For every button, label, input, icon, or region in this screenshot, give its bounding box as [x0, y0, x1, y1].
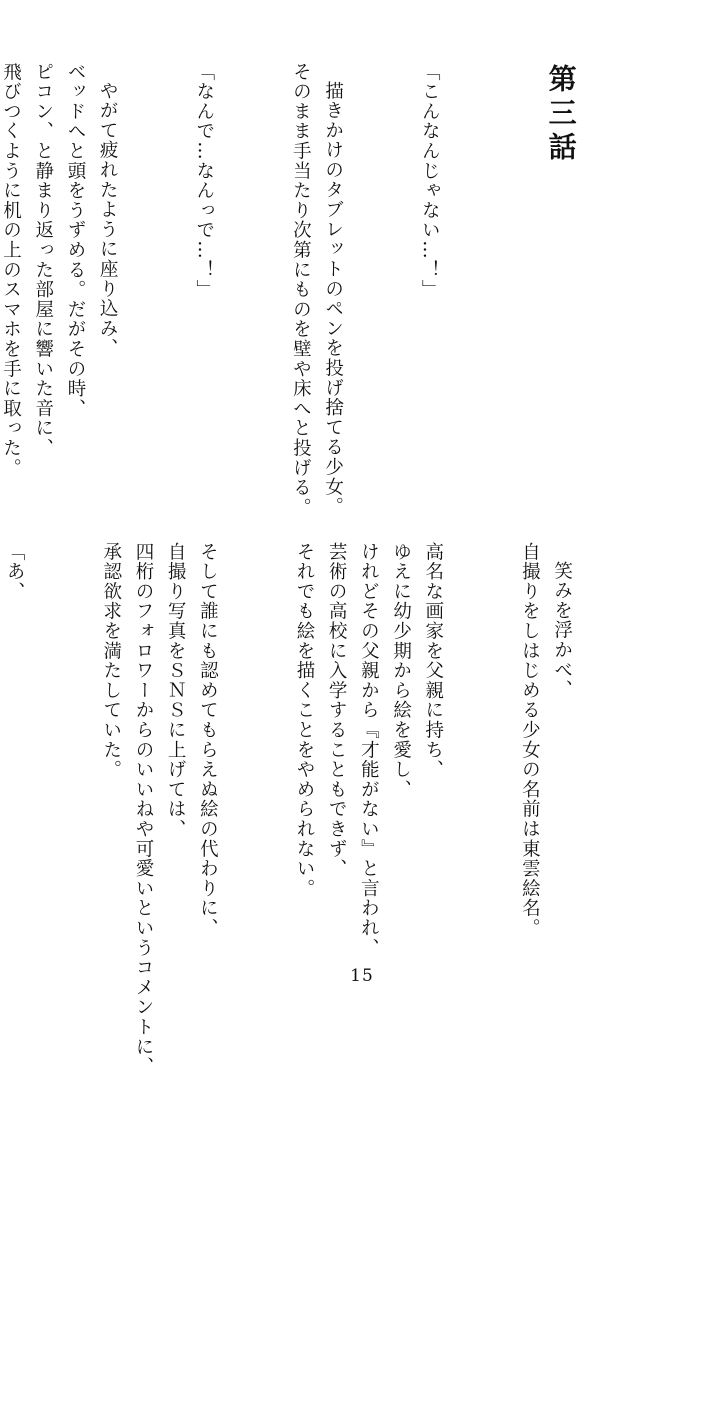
narration-paragraph: 描きかけのタブレットのペンを投げ捨てる少女。そのまま手当たり次第にものを壁や床へと投げる。: [290, 62, 344, 518]
dialogue-line: 「こんなんじゃない…！」: [419, 62, 441, 300]
narration-paragraph: そして誰にも認めてもらえぬ絵の代わりに、自撮り写真をＳＮＳに上げては、四桁のフォロワーからのいいねや可愛いというコメントに、承認欲求を満たしていた。: [100, 542, 219, 1077]
narration-paragraph: 笑みを浮かべ、自撮りをしはじめる少女の名前は東雲絵名。: [519, 542, 573, 938]
dialogue-line: 「あ、: [4, 542, 26, 602]
narration-paragraph: 高名な画家を父親に持ち、ゆえに幼少期から絵を愛し、けれどその父親から『才能がない』と言われ、芸術の高校に入学することもできず、それでも絵を描くことをやめられない。: [293, 542, 444, 958]
dialogue-line: 「なんで…なんっで…！」: [193, 62, 215, 300]
page-number: 15: [350, 966, 374, 986]
narration-paragraph: やがて疲れたように座り込み、ベッドへと頭をうずめる。だがその時、ピコン、と静まり返った部屋に響いた音に、飛びつくように机の上のスマホを手に取った。: [0, 62, 119, 478]
chapter-title: 第三話: [544, 64, 578, 166]
upper-text-block: [0, 62, 642, 518]
